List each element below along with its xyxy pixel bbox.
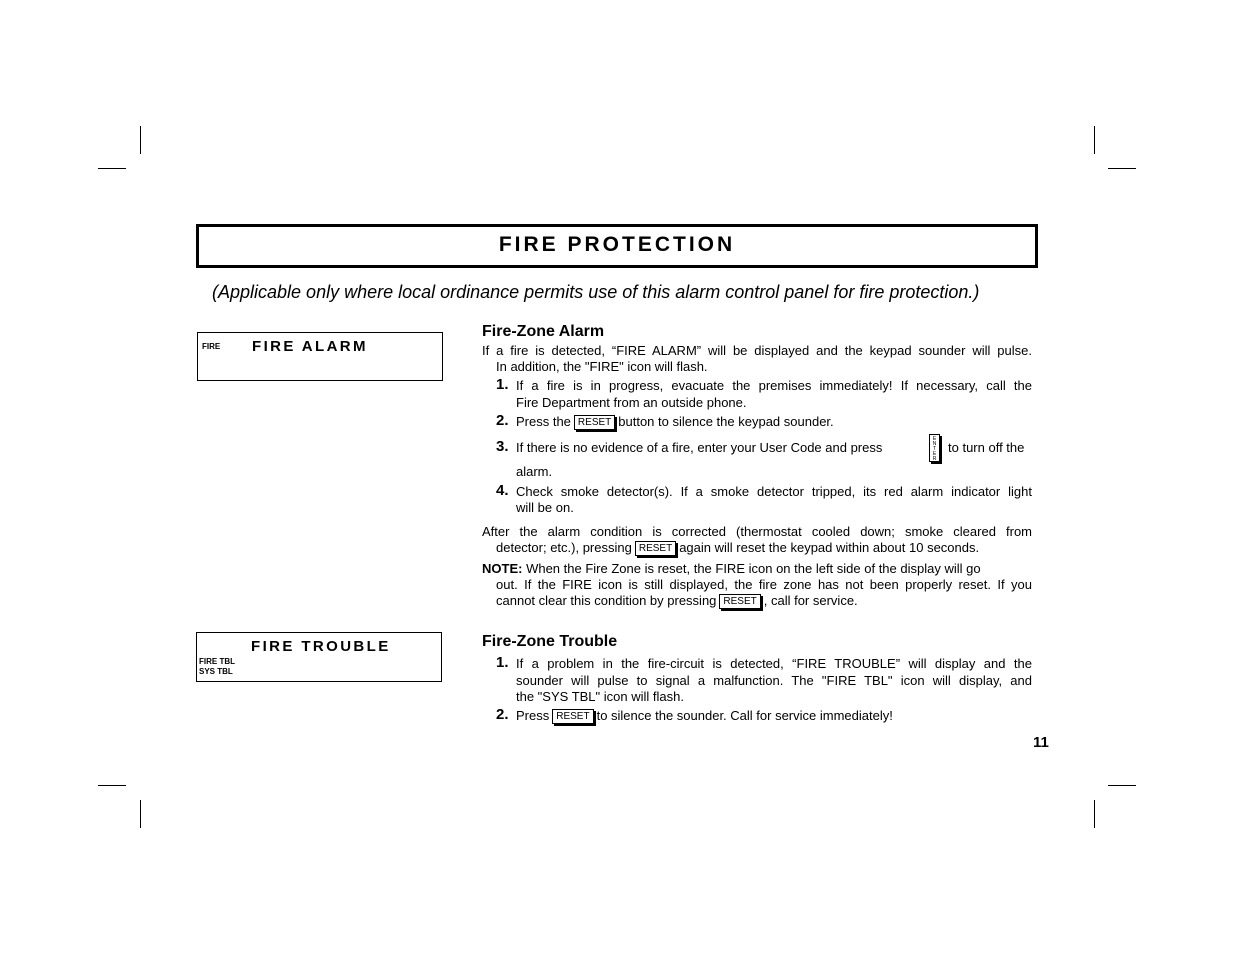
step-text-part: Press bbox=[516, 708, 550, 723]
alarm-intro-line: In addition, the "FIRE" icon will flash. bbox=[496, 359, 708, 374]
section-heading-alarm: Fire-Zone Alarm bbox=[482, 323, 605, 340]
reset-key-label: RESET bbox=[577, 417, 612, 429]
reset-key-icon bbox=[719, 594, 760, 609]
after-text: After the alarm condition is corrected (thermostat cooled down; smoke cleared from bbox=[482, 524, 1032, 539]
step-number: 4. bbox=[496, 482, 509, 499]
note-text-part: cannot clear this condition by pressing bbox=[496, 593, 717, 608]
step-text-part: Press the bbox=[516, 414, 571, 429]
step-text-part: button to silence the keypad sounder. bbox=[618, 414, 834, 429]
step-text: If there is no evidence of a fire, enter your User Code and press bbox=[516, 440, 883, 455]
step-text: If a problem in the fire-circuit is detected, “FIRE TROUBLE” will display and the bbox=[516, 656, 1032, 671]
crop-mark bbox=[1108, 168, 1136, 169]
after-text bbox=[496, 540, 979, 556]
crop-mark bbox=[1108, 785, 1136, 786]
step-text bbox=[516, 708, 893, 724]
step-text: sounder will pulse to signal a malfunction. The "FIRE TBL" icon will display, and bbox=[516, 673, 1032, 688]
display-message: FIRE ALARM bbox=[252, 338, 368, 355]
step-text: Fire Department from an outside phone. bbox=[516, 395, 747, 410]
display-message: FIRE TROUBLE bbox=[251, 638, 391, 655]
reset-key-icon bbox=[635, 541, 676, 556]
reset-key-icon bbox=[552, 709, 593, 724]
display-fire-alarm bbox=[197, 332, 443, 381]
page-title: FIRE PROTECTION bbox=[498, 233, 736, 256]
step-text: alarm. bbox=[516, 464, 553, 479]
note-text: out. If the FIRE icon is still displayed, the fire zone has not been properly reset. If you bbox=[496, 577, 1032, 592]
reset-key-label: RESET bbox=[556, 711, 590, 723]
note-text bbox=[496, 593, 858, 609]
step-text-part: to silence the sounder. Call for service immediately! bbox=[596, 708, 893, 723]
note-text-part: , call for service. bbox=[763, 593, 858, 608]
step-number: 2. bbox=[496, 412, 509, 429]
note-label: NOTE: bbox=[482, 561, 523, 576]
step-number: 2. bbox=[496, 706, 509, 723]
crop-mark bbox=[98, 785, 126, 786]
crop-mark bbox=[98, 168, 126, 169]
section-heading-trouble: Fire-Zone Trouble bbox=[482, 633, 618, 650]
enter-key-icon bbox=[929, 434, 940, 462]
fire-icon-label: FIRE bbox=[202, 342, 221, 351]
reset-key-icon bbox=[574, 415, 615, 430]
after-text-part: again will reset the keypad within about 10 seconds. bbox=[679, 540, 980, 555]
sys-tbl-icon-label: SYS TBL bbox=[199, 667, 233, 676]
crop-mark bbox=[140, 126, 141, 154]
note-text-part: When the Fire Zone is reset, the FIRE icon on the left side of the display will go bbox=[526, 561, 981, 576]
note-text bbox=[482, 561, 1032, 577]
enter-key-label: ENTER bbox=[932, 436, 937, 462]
crop-mark bbox=[1094, 126, 1095, 154]
step-text: will be on. bbox=[516, 500, 574, 515]
reset-key-label: RESET bbox=[638, 543, 673, 555]
crop-mark bbox=[1094, 800, 1095, 828]
page-subtitle: (Applicable only where local ordinance permits use of this alarm control panel for fire protection.) bbox=[212, 282, 980, 302]
step-text: Check smoke detector(s). If a smoke detector tripped, its red alarm indicator light bbox=[516, 484, 1032, 499]
step-text: If a fire is in progress, evacuate the premises immediately! If necessary, call the bbox=[516, 378, 1032, 393]
step-text bbox=[516, 414, 834, 430]
after-text-part: detector; etc.), pressing bbox=[496, 540, 632, 555]
fire-tbl-icon-label: FIRE TBL bbox=[199, 657, 235, 666]
reset-key-label: RESET bbox=[723, 596, 757, 608]
step-text: to turn off the bbox=[948, 440, 1025, 455]
step-number: 1. bbox=[496, 654, 509, 671]
page-number: 11 bbox=[1033, 734, 1049, 751]
crop-mark bbox=[140, 800, 141, 828]
alarm-intro-line: If a fire is detected, “FIRE ALARM” will be displayed and the keypad sounder will pulse. bbox=[482, 343, 1032, 358]
step-number: 1. bbox=[496, 376, 509, 393]
page-title-box bbox=[196, 224, 1038, 268]
display-fire-trouble bbox=[196, 632, 442, 682]
step-number: 3. bbox=[496, 438, 509, 455]
step-text: the "SYS TBL" icon will flash. bbox=[516, 689, 684, 704]
